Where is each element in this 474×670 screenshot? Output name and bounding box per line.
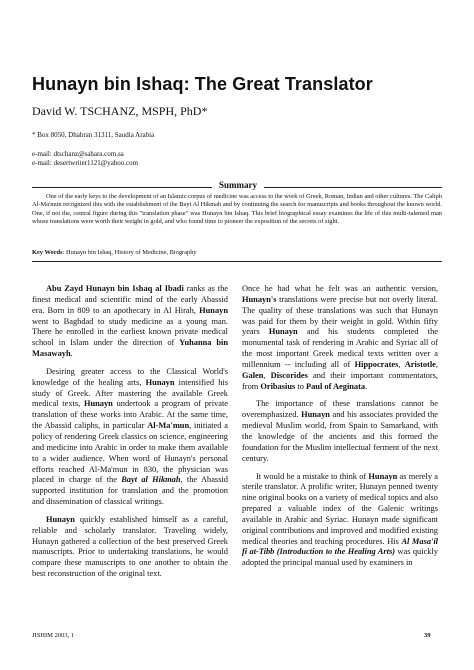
text-run: went to Baghdad to study medicine as a young man. There he enrolled in the earliest known private medical school in Islam under the direction of bbox=[32, 316, 228, 348]
name-bold: Hunayn bbox=[301, 410, 330, 420]
keywords-label: Key Words bbox=[32, 249, 63, 256]
text-run: quickly established himself as a careful, reliable and scholarly translator. Traveling widely, Hunayn gathered a collection of the best preserved Greek manuscripts. Prior to undertaking translations, he would compare these manuscripts to one another to obtain the best reconstruction of the original text. bbox=[32, 514, 228, 579]
abstract bbox=[32, 193, 442, 226]
author-line: David W. TSCHANZ, MSPH, PhD* bbox=[32, 104, 208, 118]
text-run: , bbox=[263, 370, 271, 380]
left-paragraph-2 bbox=[32, 367, 228, 508]
text-run: translations were precise but not overly literal. The quality of these translations was such that Hunayn was paid for them by their weight in gold. Within fifty years bbox=[242, 294, 438, 337]
text-run: Once he had what he felt was an authentic version, bbox=[242, 284, 438, 293]
name-bold: Yuhanna bin Masawayh bbox=[32, 338, 228, 359]
text-run: undertook a program of private translation of these works into Arabic. At the same time, the Abassid caliphs, in particular bbox=[32, 399, 228, 431]
text-run: and his students completed the monumental task of rendering in Arabic and Syriac all of the most important Greek medical texts written over a millennium -- including all of bbox=[242, 327, 438, 369]
text-run: The importance of these translations cannot be overemphasized. bbox=[242, 399, 438, 420]
text-run: Desiring greater access to the Classical World's knowledge of the healing arts, bbox=[32, 366, 228, 387]
right-column bbox=[242, 284, 438, 576]
text-run: , the Abassid supported institution for translation and the promotion and dissemination of classical writings. bbox=[32, 475, 228, 507]
name-bold: Abu Zayd Hunayn bin Ishaq al Ibadi bbox=[46, 284, 184, 293]
affiliation: * Box 8050, Dhahran 31311, Saudia Arabia bbox=[32, 131, 155, 139]
name-bold: Hunayn bbox=[199, 305, 228, 315]
name-bold: Al-Ma'mun bbox=[147, 421, 190, 431]
institution-italic: Bayt al Hikmah bbox=[121, 475, 181, 485]
text-run: , initiated a policy of rendering Greek classics on science, engineering and medicine into Arabic in order to make them available to a wider audience. When word of Hunayn's personal efforts reached Al-Ma'mun in 830, the physician was placed in charge of the bbox=[32, 421, 228, 485]
text-run: It would be a mistake to think of bbox=[256, 471, 369, 481]
text-run: was quickly adopted the principal manual used by examiners in bbox=[242, 547, 438, 568]
text-run: as merely a sterile translator. A prolific writer, Hunayn penned twenty nine original books on a variety of medical topics and also prepared a valuable index of the Galenic writings available in Arabic and Syriac. Hunayn made significant original contributions and improved and modified existing medical theories and teaching procedures. His bbox=[242, 471, 438, 546]
abstract-text: One of the early keys to the development of an Islamic corpus of medicine was access to the work of Greek, Roman, Indian and other cultures. The Caliph Al-Ma'mun recognized this with the establishment of the Bayt Al Hikmah and by continuing the search for manuscripts and books throughout the known world. One, if not the, central figure during this "translation phase" was Hunayn bin Ishaq. This brief biographical essay examines the life of this multi-talented man whose translations were worth their weight in gold, and who found time to pioneer the exposition of the secrets of sight. bbox=[32, 193, 442, 225]
name-bold: Oribasius bbox=[260, 381, 296, 391]
journal-footer: JISHIM 2003, 1 bbox=[32, 632, 75, 639]
left-column bbox=[32, 284, 228, 587]
left-paragraph-1 bbox=[32, 284, 228, 360]
name-bold: Hunayn bbox=[83, 399, 113, 409]
name-bold: Galen bbox=[242, 370, 264, 380]
keywords-line bbox=[32, 249, 442, 256]
text-run: ranks as the finest medical and scientific mind of the early Abassid era. Born in 809 to an apothecary in Al Hirah, bbox=[32, 284, 228, 315]
text-run: and his associates provided the medieval Muslim world, from Spain to Samarkand, with the knowledge of the ancients and this formed the foundation for the Muslim intellectual ferment of the next century. bbox=[242, 410, 439, 463]
name-bold: Aristotle bbox=[404, 359, 436, 369]
text-run: , bbox=[435, 359, 438, 369]
keywords-text: : Hunayn bin Ishaq, History of Medicine, Biography bbox=[62, 249, 197, 256]
book-title-italic: Al Masa'il fi at-Tibb (Introduction to the Healing Arts) bbox=[242, 536, 438, 557]
name-bold: Hunayn bbox=[46, 514, 75, 524]
keywords-rule bbox=[32, 261, 442, 262]
text-run: and their important commentators, from bbox=[242, 370, 439, 391]
article-title: Hunayn bin Ishaq: The Great Translator bbox=[32, 74, 373, 94]
summary-heading: Summary bbox=[219, 180, 257, 190]
email-1: e-mail: dtschanz@sahara.com.sa bbox=[32, 150, 124, 158]
name-bold: Discorides bbox=[270, 370, 308, 380]
name-bold: Hippocrates bbox=[354, 359, 399, 369]
text-run: . bbox=[365, 381, 368, 391]
name-bold: Hunayn bbox=[368, 471, 398, 481]
text-run: , bbox=[398, 359, 405, 369]
text-run: to bbox=[295, 381, 306, 391]
summary-rule-right bbox=[264, 187, 442, 188]
right-paragraph-1 bbox=[242, 284, 438, 392]
text-run: . bbox=[70, 349, 73, 359]
email-2: e-mail: desertwriter1121@yahoo.com bbox=[32, 159, 139, 167]
name-bold: Hunayn's bbox=[242, 294, 277, 304]
summary-rule-left bbox=[32, 187, 212, 188]
page-number: 39 bbox=[424, 632, 431, 639]
name-bold: Hunayn bbox=[268, 327, 298, 337]
right-paragraph-3 bbox=[242, 472, 438, 570]
text-run: intensified his study of Greek. After mastering the available Greek medical texts, bbox=[32, 377, 228, 409]
left-paragraph-3 bbox=[32, 515, 228, 580]
right-paragraph-2 bbox=[242, 399, 438, 464]
name-bold: Paul of Aeginata bbox=[306, 381, 366, 391]
name-bold: Hunayn bbox=[145, 377, 175, 387]
